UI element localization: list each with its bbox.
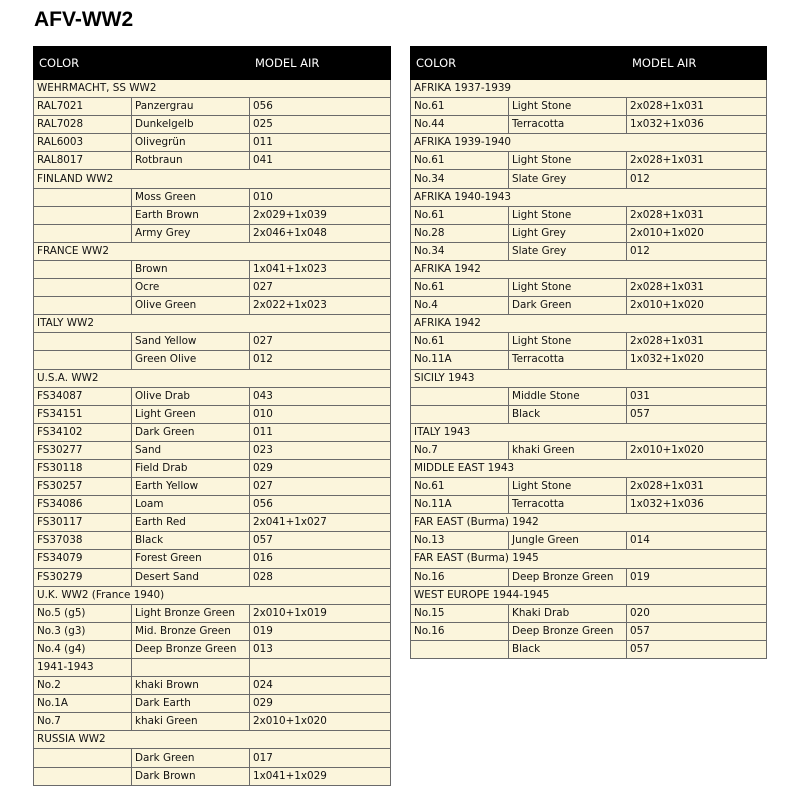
model-air-cell: 2x028+1x031 — [627, 98, 767, 116]
model-air-cell: 1x041+1x029 — [250, 767, 391, 785]
left-color-table — [33, 46, 391, 786]
model-air-cell: 041 — [250, 152, 391, 170]
color-code-cell: No.7 — [411, 441, 509, 459]
color-code-cell: No.44 — [411, 116, 509, 134]
color-name-cell: Loam — [132, 496, 250, 514]
color-code-cell: FS30257 — [34, 478, 132, 496]
model-air-cell: 010 — [250, 188, 391, 206]
right-table-body — [411, 80, 767, 659]
color-name-cell: khaki Brown — [132, 677, 250, 695]
color-code-cell: FS34087 — [34, 387, 132, 405]
section-row — [34, 586, 391, 604]
table-row — [34, 568, 391, 586]
color-name-cell: Deep Bronze Green — [132, 640, 250, 658]
table-row — [411, 170, 767, 188]
color-code-cell: FS30279 — [34, 568, 132, 586]
color-code-cell: FS30117 — [34, 514, 132, 532]
section-row — [411, 514, 767, 532]
color-code-cell: No.61 — [411, 98, 509, 116]
color-code-cell — [34, 260, 132, 278]
color-name-cell: Khaki Drab — [509, 604, 627, 622]
color-code-cell: FS34102 — [34, 423, 132, 441]
color-name-cell: Olivegrün — [132, 134, 250, 152]
color-name-cell: Slate Grey — [509, 242, 627, 260]
color-name-cell: Sand Yellow — [132, 333, 250, 351]
color-column-header: COLOR — [411, 47, 627, 80]
color-name-cell: Panzergrau — [132, 98, 250, 116]
page-title: AFV-WW2 — [34, 8, 134, 31]
section-row — [411, 459, 767, 477]
color-code-cell: No.11A — [411, 351, 509, 369]
model-air-cell: 014 — [627, 532, 767, 550]
left-table-body — [34, 80, 391, 786]
color-code-cell — [34, 351, 132, 369]
color-code-cell: No.61 — [411, 279, 509, 297]
color-name-cell: Deep Bronze Green — [509, 622, 627, 640]
table-row — [34, 152, 391, 170]
section-row — [34, 731, 391, 749]
table-row — [411, 152, 767, 170]
model-air-cell: 2x046+1x048 — [250, 224, 391, 242]
color-name-cell: Mid. Bronze Green — [132, 622, 250, 640]
table-row — [34, 514, 391, 532]
table-row — [411, 333, 767, 351]
model-air-cell: 010 — [250, 405, 391, 423]
section-row — [411, 423, 767, 441]
color-name-cell: Green Olive — [132, 351, 250, 369]
model-air-cell: 027 — [250, 333, 391, 351]
table-row — [411, 568, 767, 586]
model-air-cell: 2x022+1x023 — [250, 297, 391, 315]
model-air-cell: 2x028+1x031 — [627, 478, 767, 496]
color-name-cell: Dark Green — [509, 297, 627, 315]
table-row — [411, 279, 767, 297]
color-code-cell — [411, 405, 509, 423]
table-row — [34, 659, 391, 677]
color-code-cell: No.16 — [411, 622, 509, 640]
table-row — [34, 532, 391, 550]
table-row — [411, 297, 767, 315]
color-name-cell: Dark Green — [132, 749, 250, 767]
table-row — [34, 98, 391, 116]
color-code-cell: No.15 — [411, 604, 509, 622]
table-row — [411, 224, 767, 242]
table-row — [34, 478, 391, 496]
section-title: SICILY 1943 — [411, 369, 767, 387]
color-name-cell: Terracotta — [509, 351, 627, 369]
color-name-cell: Black — [509, 640, 627, 658]
color-name-cell: Light Bronze Green — [132, 604, 250, 622]
model-air-cell: 2x010+1x019 — [250, 604, 391, 622]
section-title: U.S.A. WW2 — [34, 369, 391, 387]
table-row — [411, 478, 767, 496]
table-row — [34, 116, 391, 134]
model-air-cell: 057 — [627, 405, 767, 423]
color-name-cell: Black — [132, 532, 250, 550]
table-row — [411, 387, 767, 405]
section-title: AFRIKA 1942 — [411, 260, 767, 278]
table-row — [411, 604, 767, 622]
model-air-cell: 013 — [250, 640, 391, 658]
color-code-cell: RAL7028 — [34, 116, 132, 134]
model-air-cell: 2x010+1x020 — [627, 297, 767, 315]
section-title: FRANCE WW2 — [34, 242, 391, 260]
color-name-cell: Dunkelgelb — [132, 116, 250, 134]
color-code-cell: RAL6003 — [34, 134, 132, 152]
color-name-cell: Earth Yellow — [132, 478, 250, 496]
color-code-cell: No.34 — [411, 242, 509, 260]
color-name-cell: Ocre — [132, 279, 250, 297]
color-code-cell: No.11A — [411, 496, 509, 514]
color-code-cell: No.3 (g3) — [34, 622, 132, 640]
section-title: FAR EAST (Burma) 1942 — [411, 514, 767, 532]
color-code-cell: FS37038 — [34, 532, 132, 550]
table-row — [411, 206, 767, 224]
section-title: U.K. WW2 (France 1940) — [34, 586, 391, 604]
color-code-cell: No.61 — [411, 333, 509, 351]
table-row — [34, 134, 391, 152]
color-code-cell: RAL7021 — [34, 98, 132, 116]
model-air-cell: 031 — [627, 387, 767, 405]
model-air-cell: 012 — [250, 351, 391, 369]
color-name-cell: Dark Earth — [132, 695, 250, 713]
table-row — [411, 116, 767, 134]
table-row — [34, 767, 391, 785]
model-air-cell: 2x010+1x020 — [250, 713, 391, 731]
color-code-cell: No.13 — [411, 532, 509, 550]
model-air-cell: 017 — [250, 749, 391, 767]
color-name-cell: Light Stone — [509, 279, 627, 297]
color-name-cell: Earth Brown — [132, 206, 250, 224]
table-row — [411, 532, 767, 550]
section-row — [411, 369, 767, 387]
table-row — [411, 242, 767, 260]
section-row — [411, 586, 767, 604]
color-name-cell: Forest Green — [132, 550, 250, 568]
color-name-cell: Earth Red — [132, 514, 250, 532]
color-name-cell: Desert Sand — [132, 568, 250, 586]
model-air-cell: 019 — [250, 622, 391, 640]
section-row — [411, 80, 767, 98]
section-title: WEHRMACHT, SS WW2 — [34, 80, 391, 98]
table-row — [34, 749, 391, 767]
model-air-cell: 2x041+1x027 — [250, 514, 391, 532]
table-row — [34, 695, 391, 713]
model-air-cell: 1x032+1x036 — [627, 496, 767, 514]
color-name-cell: Brown — [132, 260, 250, 278]
table-row — [34, 640, 391, 658]
color-name-cell: Field Drab — [132, 459, 250, 477]
color-code-cell — [411, 387, 509, 405]
table-row — [411, 496, 767, 514]
color-code-cell: FS34086 — [34, 496, 132, 514]
model-air-cell: 029 — [250, 695, 391, 713]
section-row — [411, 260, 767, 278]
color-code-cell: No.1A — [34, 695, 132, 713]
color-code-cell: No.16 — [411, 568, 509, 586]
color-name-cell: Light Stone — [509, 206, 627, 224]
section-row — [34, 369, 391, 387]
color-name-cell: Olive Drab — [132, 387, 250, 405]
model-air-cell: 027 — [250, 478, 391, 496]
color-name-cell: Rotbraun — [132, 152, 250, 170]
color-code-cell: No.7 — [34, 713, 132, 731]
color-code-cell — [34, 297, 132, 315]
model-air-cell: 016 — [250, 550, 391, 568]
table-row — [34, 279, 391, 297]
table-row — [411, 441, 767, 459]
table-row — [34, 459, 391, 477]
model-air-cell: 057 — [627, 622, 767, 640]
color-name-cell: Army Grey — [132, 224, 250, 242]
color-name-cell: Dark Green — [132, 423, 250, 441]
section-row — [411, 315, 767, 333]
table-row — [34, 297, 391, 315]
section-title: AFRIKA 1937-1939 — [411, 80, 767, 98]
model-air-cell: 2x028+1x031 — [627, 333, 767, 351]
color-code-cell: 1941-1943 — [34, 659, 132, 677]
section-title: WEST EUROPE 1944-1945 — [411, 586, 767, 604]
model-air-cell: 1x041+1x023 — [250, 260, 391, 278]
color-code-cell: No.61 — [411, 152, 509, 170]
model-air-cell: 057 — [250, 532, 391, 550]
color-name-cell: khaki Green — [132, 713, 250, 731]
table-row — [34, 622, 391, 640]
color-code-cell: No.61 — [411, 206, 509, 224]
color-name-cell: Light Stone — [509, 333, 627, 351]
table-row — [34, 423, 391, 441]
section-title: MIDDLE EAST 1943 — [411, 459, 767, 477]
table-row — [34, 206, 391, 224]
color-name-cell: Jungle Green — [509, 532, 627, 550]
color-name-cell: Light Stone — [509, 98, 627, 116]
section-row — [34, 242, 391, 260]
section-title: FAR EAST (Burma) 1945 — [411, 550, 767, 568]
table-row — [34, 441, 391, 459]
table-row — [34, 188, 391, 206]
section-title: FINLAND WW2 — [34, 170, 391, 188]
table-header-row — [34, 47, 391, 80]
model-air-cell: 043 — [250, 387, 391, 405]
table-header-row — [411, 47, 767, 80]
model-air-cell — [250, 659, 391, 677]
table-row — [411, 405, 767, 423]
color-code-cell: No.34 — [411, 170, 509, 188]
section-title: AFRIKA 1939-1940 — [411, 134, 767, 152]
table-row — [411, 640, 767, 658]
table-row — [34, 260, 391, 278]
table-row — [34, 713, 391, 731]
model-air-cell: 012 — [627, 242, 767, 260]
color-name-cell: Light Grey — [509, 224, 627, 242]
color-code-cell: FS30118 — [34, 459, 132, 477]
model-air-cell: 2x028+1x031 — [627, 279, 767, 297]
color-column-header: COLOR — [34, 47, 250, 80]
model-air-cell: 056 — [250, 496, 391, 514]
color-code-cell: FS34079 — [34, 550, 132, 568]
section-title: ITALY WW2 — [34, 315, 391, 333]
color-name-cell: Moss Green — [132, 188, 250, 206]
section-row — [411, 188, 767, 206]
model-air-cell: 2x029+1x039 — [250, 206, 391, 224]
color-code-cell — [34, 279, 132, 297]
model-air-cell: 2x028+1x031 — [627, 206, 767, 224]
table-row — [34, 405, 391, 423]
table-row — [411, 622, 767, 640]
table-row — [34, 496, 391, 514]
color-code-cell: No.2 — [34, 677, 132, 695]
color-code-cell — [34, 767, 132, 785]
section-row — [411, 134, 767, 152]
model-air-cell: 024 — [250, 677, 391, 695]
color-code-cell: No.61 — [411, 478, 509, 496]
model-air-cell: 056 — [250, 98, 391, 116]
color-name-cell: Light Stone — [509, 152, 627, 170]
color-name-cell: Sand — [132, 441, 250, 459]
model-air-cell: 1x032+1x020 — [627, 351, 767, 369]
color-code-cell — [34, 749, 132, 767]
section-row — [34, 315, 391, 333]
color-name-cell: Terracotta — [509, 496, 627, 514]
model-air-cell: 019 — [627, 568, 767, 586]
section-title: AFRIKA 1940-1943 — [411, 188, 767, 206]
model-air-cell: 029 — [250, 459, 391, 477]
model-air-column-header: MODEL AIR — [627, 47, 767, 80]
table-row — [34, 550, 391, 568]
model-air-cell: 020 — [627, 604, 767, 622]
color-code-cell — [34, 224, 132, 242]
color-name-cell: Deep Bronze Green — [509, 568, 627, 586]
color-name-cell — [132, 659, 250, 677]
color-code-cell: No.28 — [411, 224, 509, 242]
table-row — [411, 351, 767, 369]
model-air-cell: 025 — [250, 116, 391, 134]
model-air-cell: 012 — [627, 170, 767, 188]
color-code-cell: FS34151 — [34, 405, 132, 423]
color-name-cell: Olive Green — [132, 297, 250, 315]
section-row — [411, 550, 767, 568]
section-title: ITALY 1943 — [411, 423, 767, 441]
color-name-cell: khaki Green — [509, 441, 627, 459]
color-code-cell — [34, 188, 132, 206]
model-air-cell: 2x010+1x020 — [627, 224, 767, 242]
section-title: AFRIKA 1942 — [411, 315, 767, 333]
color-code-cell: FS30277 — [34, 441, 132, 459]
model-air-cell: 2x010+1x020 — [627, 441, 767, 459]
color-code-cell — [34, 333, 132, 351]
model-air-cell: 027 — [250, 279, 391, 297]
color-code-cell: No.5 (g5) — [34, 604, 132, 622]
color-name-cell: Light Green — [132, 405, 250, 423]
section-row — [34, 170, 391, 188]
table-row — [34, 224, 391, 242]
color-code-cell — [411, 640, 509, 658]
model-air-cell: 028 — [250, 568, 391, 586]
color-code-cell: RAL8017 — [34, 152, 132, 170]
color-name-cell: Terracotta — [509, 116, 627, 134]
model-air-cell: 011 — [250, 134, 391, 152]
table-row — [34, 387, 391, 405]
section-title: RUSSIA WW2 — [34, 731, 391, 749]
right-color-table — [410, 46, 767, 659]
color-name-cell: Black — [509, 405, 627, 423]
model-air-cell: 2x028+1x031 — [627, 152, 767, 170]
model-air-cell: 011 — [250, 423, 391, 441]
model-air-cell: 1x032+1x036 — [627, 116, 767, 134]
table-row — [34, 677, 391, 695]
model-air-cell: 023 — [250, 441, 391, 459]
color-code-cell: No.4 — [411, 297, 509, 315]
color-name-cell: Light Stone — [509, 478, 627, 496]
model-air-column-header: MODEL AIR — [250, 47, 391, 80]
color-name-cell: Slate Grey — [509, 170, 627, 188]
model-air-cell: 057 — [627, 640, 767, 658]
table-row — [34, 351, 391, 369]
table-row — [34, 604, 391, 622]
color-name-cell: Dark Brown — [132, 767, 250, 785]
color-code-cell: No.4 (g4) — [34, 640, 132, 658]
table-row — [34, 333, 391, 351]
section-row — [34, 80, 391, 98]
color-name-cell: Middle Stone — [509, 387, 627, 405]
color-code-cell — [34, 206, 132, 224]
table-row — [411, 98, 767, 116]
